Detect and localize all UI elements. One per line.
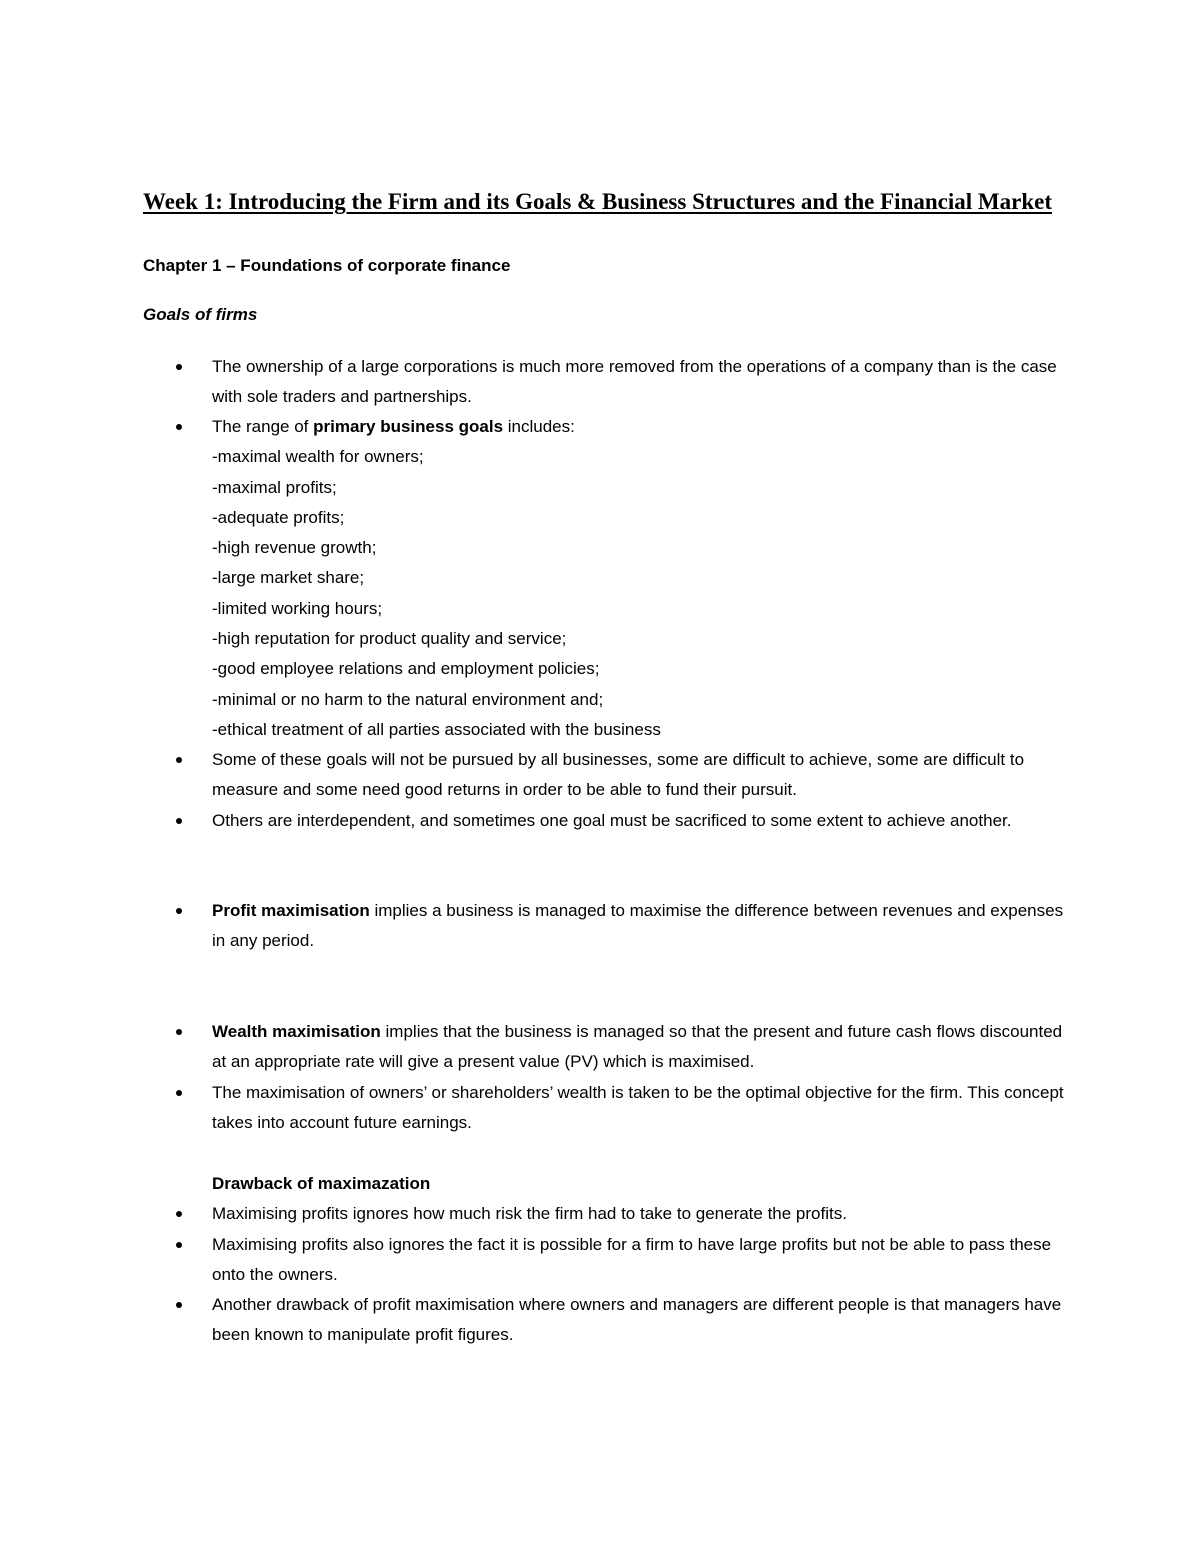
bullet-text — [212, 1017, 1072, 1078]
goal-list-item: -high revenue growth; — [212, 538, 377, 558]
bullet-text: The ownership of a large corporations is much more removed from the operations of a company than is the case with sole traders and partnerships. — [212, 357, 1057, 407]
drawback-bullet-item — [212, 1290, 1072, 1351]
bullet-dot-icon — [176, 1242, 182, 1248]
goal-list-item: -good employee relations and employment policies; — [212, 659, 600, 679]
bullet-text: Maximising profits also ignores the fact it is possible for a firm to have large profits but not be able to pass these onto the owners. — [212, 1235, 1052, 1285]
bullet-item — [212, 412, 1072, 745]
goal-list-item: -limited working hours; — [212, 598, 383, 618]
bullet-dot-icon — [176, 1302, 182, 1308]
bullet-text-pre: The range of — [212, 417, 314, 436]
goal-list-item: -maximal profits; — [212, 477, 337, 497]
page-title: Week 1: Introducing the Firm and its Goals & Business Structures and the Financial Market — [143, 189, 1052, 214]
bullet-dot-icon — [176, 818, 182, 824]
bullet-dot-icon — [176, 1090, 182, 1096]
bullet-dot-icon — [176, 364, 182, 370]
goal-list-item: -high reputation for product quality and service; — [212, 629, 567, 649]
bullet-text — [212, 412, 1072, 442]
bullet-text: Maximising profits ignores how much risk the firm had to take to generate the profits. — [212, 1204, 847, 1223]
bullet-text-bold: Wealth maximisation — [212, 1022, 381, 1041]
bullet-item — [212, 1078, 1072, 1139]
section-heading: Goals of firms — [143, 305, 258, 324]
bullet-dot-icon — [176, 1211, 182, 1217]
goal-list-item: -minimal or no harm to the natural environment and; — [212, 689, 604, 709]
bullet-item — [212, 745, 1072, 806]
bullet-dot-icon — [176, 908, 182, 914]
bullet-text: Some of these goals will not be pursued by all businesses, some are difficult to achieve, some are difficult to measure and some need good returns in order to be able to fund their pursuit. — [212, 750, 1025, 800]
bullet-item — [212, 896, 1072, 957]
chapter-heading: Chapter 1 – Foundations of corporate finance — [143, 256, 511, 275]
bullet-text-post: implies a business is managed to maximise the difference between revenues and expenses in any period. — [212, 901, 1064, 951]
bullet-text: The maximisation of owners’ or shareholders’ wealth is taken to be the optimal objective for the firm. This concept takes into account future earnings. — [212, 1083, 1064, 1133]
bullet-dot-icon — [176, 1029, 182, 1035]
bullet-text-post: implies that the business is managed so that the present and future cash flows discounted at an appropriate rate will give a present value (PV) which is maximised. — [212, 1022, 1063, 1072]
bullet-item — [212, 352, 1072, 413]
goal-list-item: -maximal wealth for owners; — [212, 447, 424, 467]
bullet-dot-icon — [176, 757, 182, 763]
drawback-bullet-item — [212, 1230, 1072, 1291]
bullet-text-post: includes: — [503, 417, 575, 436]
bullet-dot-icon — [176, 424, 182, 430]
drawback-heading: Drawback of maximazation — [212, 1174, 431, 1193]
bullet-item — [212, 1017, 1072, 1078]
goal-list-item: -ethical treatment of all parties associated with the business — [212, 719, 661, 739]
drawback-bullet-item — [212, 1199, 1072, 1229]
bullet-text-bold: primary business goals — [313, 417, 504, 436]
bullet-text — [212, 896, 1072, 957]
goal-list-item: -adequate profits; — [212, 507, 345, 527]
bullet-text: Others are interdependent, and sometimes one goal must be sacrificed to some extent to achieve another. — [212, 811, 1012, 830]
bullet-text-bold: Profit maximisation — [212, 901, 370, 920]
bullet-text: Another drawback of profit maximisation where owners and managers are different people is that managers have been known to manipulate profit figures. — [212, 1295, 1062, 1345]
goal-list-item: -large market share; — [212, 568, 365, 588]
bullet-item — [212, 806, 1072, 836]
